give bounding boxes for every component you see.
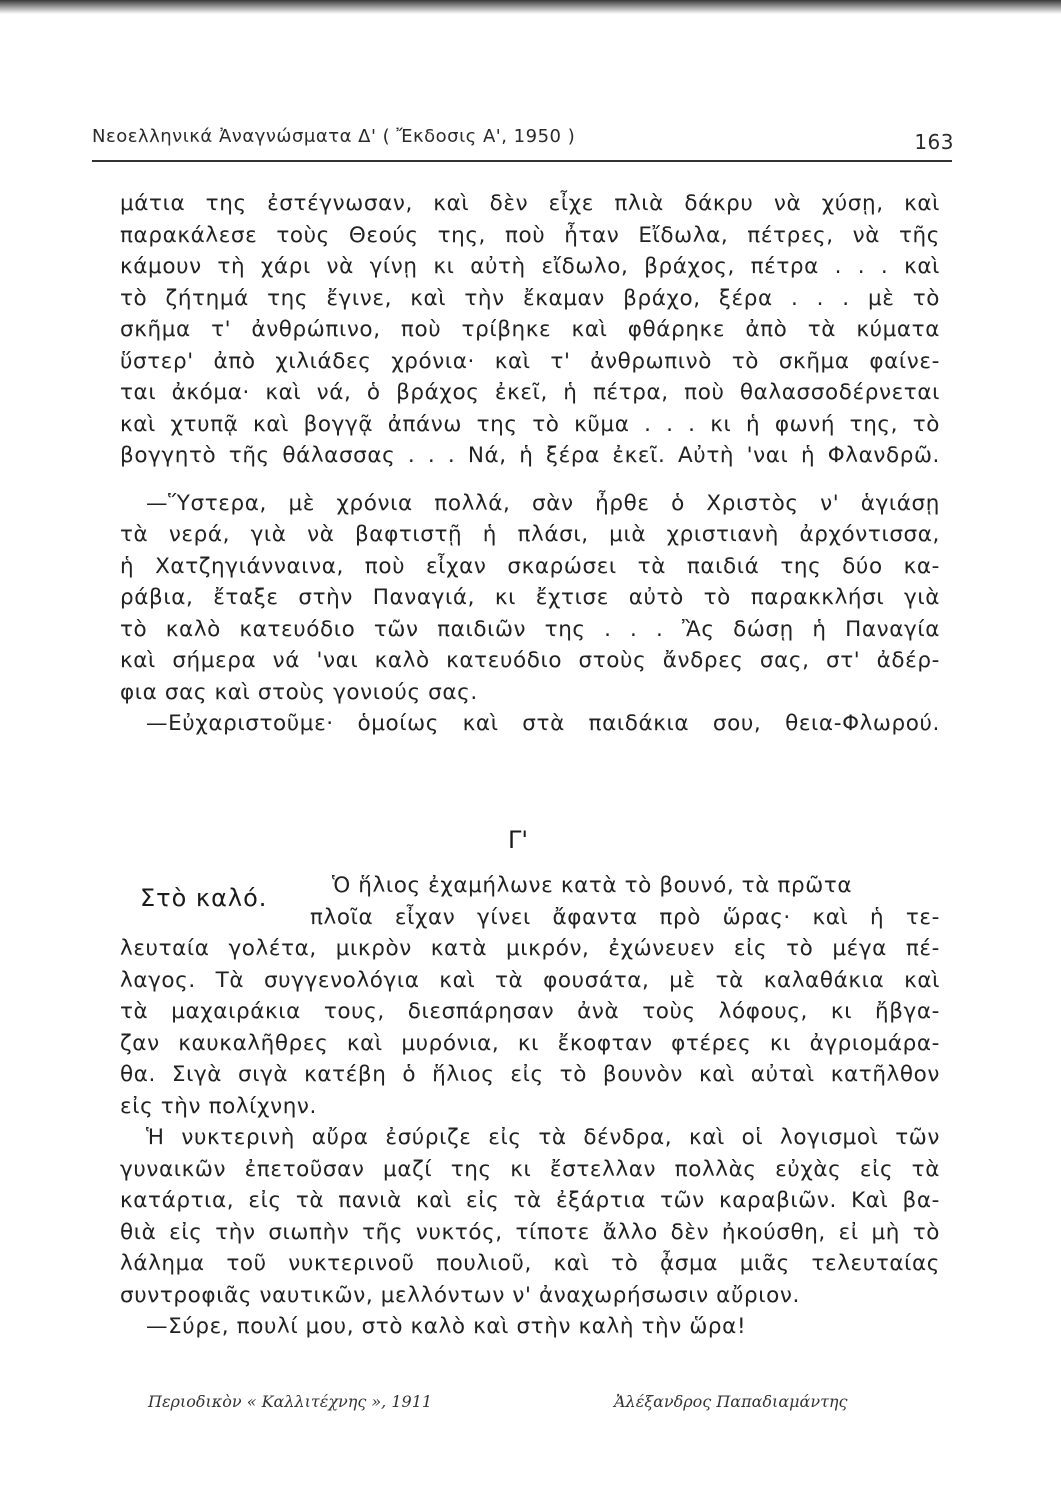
text-line: καὶ χτυπᾷ καὶ βογγᾷ ἀπάνω της τὸ κῦμα . . . κι ἡ φωνή της, τὸ	[120, 411, 940, 437]
text-line: γυναικῶν ἐπετοῦσαν μαζί της κι ἔστελλαν πολλὰς εὐχὰς εἰς τὰ	[120, 1156, 940, 1182]
text-line: λαγος. Τὰ συγγενολόγια καὶ τὰ φουσάτα, μὲ τὰ καλαθάκια καὶ	[120, 967, 940, 993]
section-heading: Γ'	[508, 826, 528, 854]
text-line: μάτια της ἐστέγνωσαν, καὶ δὲν εἶχε πλιὰ δάκρυ νὰ χύσῃ, καὶ	[120, 191, 940, 216]
text-line: φια σας καὶ στοὺς γονιούς σας.	[120, 679, 478, 705]
text-line: κατάρτια, εἰς τὰ πανιὰ καὶ εἰς τὰ ἐξάρτια τῶν καραβιῶν. Καὶ βα-	[120, 1188, 940, 1213]
side-title: Στὸ καλό.	[140, 884, 268, 912]
text-line: τὰ μαχαιράκια τους, διεσπάρησαν ἀνὰ τοὺς λόφους, κι ἤβγα-	[120, 999, 940, 1024]
text-line: ἡ Χατζηγιάνναινα, ποὺ εἶχαν σκαρώσει τὰ παιδιά της δύο κα-	[120, 553, 940, 579]
page-number: 163	[914, 130, 954, 154]
text-line: τὸ καλὸ κατευόδιο τῶν παιδιῶν της . . . Ἂς δώσῃ ἡ Παναγία	[120, 616, 940, 642]
source-citation: Περιοδικὸν « Καλλιτέχνης », 1911	[148, 1392, 433, 1411]
text-line: λευταία γολέτα, μικρὸν κατὰ μικρόν, ἐχώνευεν εἰς τὸ μέγα πέ-	[120, 936, 940, 961]
page-edge-shadow	[0, 0, 1061, 14]
text-line: παρακάλεσε τοὺς Θεούς της, ποὺ ἦταν Εἴδωλα, πέτρες, νὰ τῆς	[120, 222, 940, 248]
text-line: βογγητὸ τῆς θάλασσας . . . Νά, ἡ ξέρα ἐκεῖ. Αὐτὴ 'ναι ἡ Φλανδρῶ.	[120, 443, 940, 468]
text-line: Ἡ νυκτερινὴ αὔρα ἐσύριζε εἰς τὰ δένδρα, καὶ οἱ λογισμοὶ τῶν	[146, 1125, 940, 1150]
text-line: ται ἀκόμα· καὶ νά, ὁ βράχος ἐκεῖ, ἡ πέτρα, ποὺ θαλασσοδέρνεται	[120, 380, 940, 405]
running-header	[92, 126, 954, 154]
text-line: τὸ ζήτημά της ἔγινε, καὶ τὴν ἔκαμαν βράχο, ξέρα . . . μὲ τὸ	[120, 285, 940, 311]
text-line: καὶ σήμερα νά 'ναι καλὸ κατευόδιο στοὺς ἄνδρες σας, στ' ἀδέρ-	[120, 648, 940, 673]
text-line: Ὁ ἥλιος ἐχαμήλωνε κατὰ τὸ βουνό, τὰ πρῶτα	[332, 873, 853, 898]
text-line: ζαν καυκαλῆθρες καὶ μυρόνια, κι ἔκοφταν φτέρες κι ἀγριομάρα-	[120, 1030, 940, 1056]
running-title: Νεοελληνικά Ἀναγνώσματα Δ' ( Ἔκδοσις Α', 1950 )	[92, 126, 576, 147]
text-line: —Εὐχαριστοῦμε· ὁμοίως καὶ στὰ παιδάκια σου, θεια-Φλωρού.	[146, 711, 940, 736]
text-line: ὕστερ' ἀπὸ χιλιάδες χρόνια· καὶ τ' ἀνθρωπινὸ τὸ σκῆμα φαίνε-	[120, 348, 940, 374]
text-line: θα. Σιγὰ σιγὰ κατέβη ὁ ἥλιος εἰς τὸ βουνὸν καὶ αὐταὶ κατῆλθον	[120, 1062, 940, 1087]
text-line: τὰ νερά, γιὰ νὰ βαφτιστῇ ἡ πλάσι, μιὰ χριστιανὴ ἀρχόντισσα,	[120, 522, 940, 547]
header-rule	[92, 160, 952, 162]
text-line: —Ὕστερα, μὲ χρόνια πολλά, σὰν ἦρθε ὁ Χριστὸς ν' ἁγιάσῃ	[146, 490, 940, 516]
text-line: εἰς τὴν πολίχνην.	[120, 1093, 317, 1119]
text-line: συντροφιᾶς ναυτικῶν, μελλόντων ν' ἀναχωρήσωσιν αὔριον.	[120, 1282, 800, 1308]
text-line: κάμουν τὴ χάρι νὰ γίνῃ κι αὐτὴ εἴδωλο, βράχος, πέτρα . . . καὶ	[120, 254, 940, 279]
section-c-text	[120, 870, 940, 1343]
author-credit: Ἀλέξανδρος Παπαδιαμάντης	[614, 1392, 848, 1411]
text-line: θιὰ εἰς τὴν σιωπὴν τῆς νυκτός, τίποτε ἄλλο δὲν ἠκούσθη, εἰ μὴ τὸ	[120, 1219, 940, 1245]
text-line: ράβια, ἔταξε στὴν Παναγιά, κι ἔχτισε αὐτὸ τὸ παρακκλήσι γιὰ	[120, 585, 940, 610]
section-b-text	[120, 188, 940, 740]
text-line: σκῆμα τ' ἀνθρώπινο, ποὺ τρίβηκε καὶ φθάρηκε ἀπὸ τὰ κύματα	[120, 317, 940, 342]
text-line: πλοῖα εἶχαν γίνει ἄφαντα πρὸ ὥρας· καὶ ἡ τε-	[310, 904, 940, 930]
text-line: λάλημα τοῦ νυκτερινοῦ πουλιοῦ, καὶ τὸ ᾆσμα μιᾶς τελευταίας	[120, 1251, 940, 1276]
text-line: —Σύρε, πουλί μου, στὸ καλὸ καὶ στὴν καλὴ τὴν ὥρα!	[146, 1314, 747, 1339]
